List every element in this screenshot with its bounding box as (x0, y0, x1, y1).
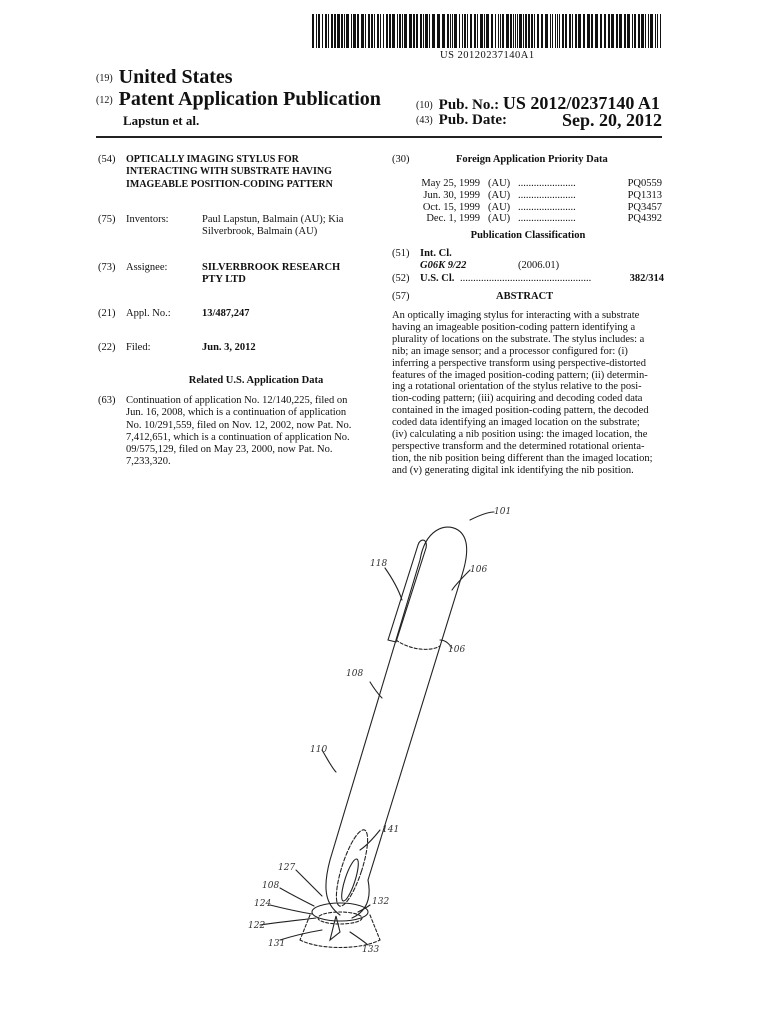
barcode-bar (611, 14, 614, 48)
barcode-bar (559, 14, 560, 48)
barcode-bar (575, 14, 577, 48)
barcode-bar (442, 14, 445, 48)
barcode-bar (583, 14, 585, 48)
abstract-line: features of the imaged position-coding pattern; (ii) determin- (392, 369, 648, 381)
title-line: IMAGEABLE POSITION-CODING PATTERN (126, 178, 333, 190)
authors: Lapstun et al. (123, 113, 200, 128)
barcode-bar (464, 14, 466, 48)
barcode-bar (491, 14, 493, 48)
barcode-bar (562, 14, 564, 48)
abstract-line: tion, the nib position being different than the imaged location; (392, 452, 653, 464)
priority-date: May 25, 1999 (421, 178, 480, 189)
abstract-line: contained in the imaged position-coding pattern, the decoded (392, 405, 649, 417)
priority-row (400, 178, 662, 190)
priority-row (400, 202, 662, 214)
related-line: 09/575,129, filed on May 23, 2000, now Pat. No. (126, 444, 333, 456)
abstract-line: plurality of locations on the substrate. The stylus includes: a (392, 333, 645, 345)
barcode-bar (550, 14, 551, 48)
ref-label: 122 (248, 921, 266, 931)
barcode-bar (650, 14, 653, 48)
inventors-line: Silverbrook, Balmain (AU) (202, 226, 318, 238)
barcode-bar (515, 14, 516, 48)
barcode-bar (452, 14, 453, 48)
abstract-line: and (v) generating digital ink identifying the nib position. (392, 464, 634, 476)
barcode-bar (399, 14, 401, 48)
barcode-bar (495, 14, 496, 48)
barcode-bar (346, 14, 349, 48)
abstract-line: coded data identifying an imaged location on the substrate; (392, 417, 640, 429)
barcode-bar (557, 14, 558, 48)
barcode-bar (552, 14, 553, 48)
priority-date: Oct. 15, 1999 (422, 201, 480, 213)
ref-label: 131 (268, 939, 286, 949)
barcode-bar (645, 14, 646, 48)
barcode-bar (510, 14, 512, 48)
abstract-heading: ABSTRACT (496, 291, 554, 302)
appl-code: (21) (98, 308, 116, 319)
ref-label: 141 (382, 825, 400, 835)
assignee-value (202, 262, 340, 287)
barcode-bar (591, 14, 593, 48)
barcode-bar (397, 14, 398, 48)
appl-value: 13/487,247 (202, 308, 250, 319)
barcode-bar (351, 14, 352, 48)
barcode-bar (353, 14, 356, 48)
barcode-bar (386, 14, 388, 48)
publication-type: Patent Application Publication (118, 88, 381, 110)
pub-date-label: Pub. Date: (438, 112, 507, 128)
barcode-bar (344, 14, 345, 48)
priority-dots: ...................... (518, 201, 576, 213)
header-divider (96, 136, 662, 138)
priority-number: PQ4392 (627, 213, 662, 225)
priority-number: PQ1313 (627, 189, 662, 201)
barcode-bar (523, 14, 524, 48)
barcode-bar (537, 14, 539, 48)
barcode-bar (459, 14, 460, 48)
barcode-bar (513, 14, 514, 48)
inventors-line: Paul Lapstun, Balmain (AU); Kia (202, 214, 344, 225)
inventors-value (202, 214, 343, 239)
abstract-line: tion-coding pattern; (iii) acquiring and decoding coded data (392, 393, 643, 405)
abstract-line: nib; an image sensor; and a processor configured for: (i) (392, 345, 628, 357)
barcode-bar (402, 14, 403, 48)
filed-section (98, 342, 388, 354)
related-line: No. 10/291,559, filed on Nov. 12, 2002, now Pat. No. (126, 419, 352, 431)
barcode-bar (432, 14, 435, 48)
filed-code: (22) (98, 342, 116, 353)
barcode-bar (470, 14, 472, 48)
abstract-line: perspective transform and the determined rotational orienta- (392, 440, 645, 452)
ref-label: 127 (278, 863, 296, 873)
pub-no-value: US 2012/0237140 A1 (502, 93, 660, 113)
abstract-code: (57) (392, 291, 410, 302)
int-cl-code: (51) (392, 248, 410, 259)
barcode-bar (325, 14, 327, 48)
barcode-bar (337, 14, 340, 48)
us-cl-label: U.S. Cl. (420, 273, 455, 284)
barcode-bar (331, 14, 333, 48)
barcode-bar (312, 14, 314, 48)
related-line: 7,233,320. (126, 456, 171, 468)
int-cl-section (392, 248, 664, 273)
barcode-bar (627, 14, 630, 48)
ref-label: 106 (448, 645, 466, 655)
foreign-heading: Foreign Application Priority Data (456, 154, 608, 165)
foreign-priority-heading-row (392, 154, 664, 166)
barcode-bar (657, 14, 658, 48)
country-name: United States (118, 66, 233, 88)
barcode-bar (371, 14, 373, 48)
barcode-bar (474, 14, 476, 48)
abstract-line: having an imageable position-coding pattern identifying a (392, 321, 636, 333)
barcode-bar (528, 14, 530, 48)
barcode-bar (450, 14, 451, 48)
assignee-line: SILVERBROOK RESEARCH (202, 262, 341, 273)
int-cl-class: G06K 9/22 (420, 260, 467, 272)
barcode-bar (541, 14, 543, 48)
barcode-bar (641, 14, 644, 48)
barcode-bar (480, 14, 483, 48)
abstract-line: An optically imaging stylus for interacting with a substrate (392, 310, 640, 321)
title-section (98, 154, 388, 191)
barcode-bar (506, 14, 509, 48)
type-code: (12) (96, 94, 113, 106)
pub-no-code: (10) (416, 100, 433, 112)
barcode-bar (377, 14, 379, 48)
barcode (312, 14, 662, 48)
title-line: OPTICALLY IMAGING STYLUS FOR (126, 154, 299, 165)
barcode-bar (447, 14, 449, 48)
barcode-bar (437, 14, 440, 48)
barcode-bar (409, 14, 412, 48)
priority-date: Dec. 1, 1999 (426, 213, 480, 225)
abstract-line: ing a rotational orientation of the stylus relative to the posi- (392, 381, 642, 393)
related-line: Continuation of application No. 12/140,225, filed on (126, 395, 348, 406)
priority-number: PQ0559 (627, 178, 662, 189)
barcode-bar (361, 14, 364, 48)
barcode-number: US 20120237140A1 (440, 50, 535, 61)
us-cl-code: (52) (392, 273, 410, 284)
barcode-bar (555, 14, 556, 48)
priority-list (400, 178, 662, 225)
barcode-bar (525, 14, 527, 48)
title-code: (54) (98, 154, 116, 165)
priority-dots: ...................... (518, 213, 576, 225)
barcode-bar (413, 14, 415, 48)
barcode-bar (404, 14, 407, 48)
barcode-bar (655, 14, 656, 48)
related-line: Jun. 16, 2008, which is a continuation of application (126, 407, 347, 419)
barcode-bar (519, 14, 522, 48)
priority-country: (AU) (488, 189, 511, 201)
barcode-bar (357, 14, 359, 48)
abstract-line: inferring a perspective transform using perspective-distorted (392, 357, 646, 369)
barcode-bar (587, 14, 590, 48)
barcode-bar (638, 14, 640, 48)
priority-country: (AU) (488, 213, 511, 225)
barcode-bar (454, 14, 457, 48)
barcode-bar (502, 14, 504, 48)
barcode-bar (322, 14, 323, 48)
barcode-bar (316, 14, 317, 48)
country-heading (96, 66, 233, 89)
assignee-code: (73) (98, 262, 116, 273)
barcode-bar (318, 14, 320, 48)
pub-no-label: Pub. No.: (438, 97, 500, 113)
country-code: (19) (96, 72, 113, 84)
abstract-line: (iv) calculating a nib position using: the imaged location, the (392, 429, 648, 441)
barcode-bar (477, 14, 478, 48)
filed-value: Jun. 3, 2012 (202, 342, 256, 353)
assignee-line: PTY LTD (202, 274, 246, 286)
barcode-bar (569, 14, 571, 48)
stylus-drawing (240, 500, 540, 980)
appl-label: Appl. No.: (126, 308, 171, 319)
int-cl-year: (2006.01) (518, 260, 560, 272)
barcode-bar (429, 14, 430, 48)
barcode-bar (484, 14, 485, 48)
assignee-label: Assignee: (126, 262, 168, 273)
int-cl-label: Int. Cl. (420, 248, 452, 259)
barcode-bar (634, 14, 636, 48)
barcode-bar (423, 14, 424, 48)
abstract-heading-row (392, 291, 664, 303)
barcode-bar (565, 14, 567, 48)
barcode-bar (365, 14, 366, 48)
ref-label: 133 (362, 945, 380, 955)
assignee-section (98, 262, 388, 287)
barcode-bar (600, 14, 602, 48)
ref-label: 108 (346, 669, 364, 679)
filed-label: Filed: (126, 342, 151, 353)
related-heading: Related U.S. Application Data (188, 375, 324, 386)
related-text (126, 395, 351, 469)
ref-label: 124 (254, 899, 272, 909)
ref-label: 110 (310, 745, 328, 755)
barcode-bar (328, 14, 329, 48)
barcode-bar (467, 14, 468, 48)
related-section (98, 395, 390, 469)
publication-classification-heading: Publication Classification (470, 230, 586, 241)
priority-row (400, 213, 662, 225)
barcode-bar (517, 14, 518, 48)
priority-dots: ...................... (518, 178, 576, 189)
barcode-bar (545, 14, 548, 48)
pub-date-value: Sep. 20, 2012 (562, 110, 663, 130)
barcode-bar (416, 14, 418, 48)
appl-no-section (98, 308, 388, 320)
barcode-bar (578, 14, 581, 48)
ref-label: 108 (262, 881, 280, 891)
barcode-bar (389, 14, 391, 48)
barcode-bar (334, 14, 336, 48)
priority-country: (AU) (488, 201, 511, 213)
barcode-bar (420, 14, 422, 48)
barcode-bar (632, 14, 633, 48)
barcode-bar (462, 14, 463, 48)
title-line: INTERACTING WITH SUBSTRATE HAVING (126, 166, 332, 178)
barcode-bar (383, 14, 384, 48)
us-cl-value: 382/314 (629, 273, 664, 284)
barcode-bar (374, 14, 375, 48)
barcode-bar (500, 14, 501, 48)
barcode-bar (595, 14, 598, 48)
priority-dots: ...................... (518, 189, 576, 201)
related-line: 7,412,651, which is a continuation of application No. (126, 431, 350, 443)
invention-title (126, 154, 333, 191)
inventors-section (98, 214, 388, 239)
barcode-bar (648, 14, 649, 48)
inventors-label: Inventors: (126, 214, 169, 225)
ref-label: 106 (470, 565, 488, 575)
priority-number: PQ3457 (627, 201, 662, 213)
pub-date-code: (43) (416, 115, 433, 127)
barcode-bar (531, 14, 533, 48)
barcode-bar (425, 14, 428, 48)
publication-type-heading (96, 88, 381, 111)
inventors-code: (75) (98, 214, 116, 225)
barcode-bar (486, 14, 489, 48)
barcode-bar (498, 14, 499, 48)
ref-label: 118 (370, 559, 388, 569)
barcode-bar (624, 14, 626, 48)
barcode-bar (619, 14, 622, 48)
us-cl-section (392, 273, 664, 285)
barcode-bar (660, 14, 661, 48)
foreign-code: (30) (392, 154, 410, 165)
barcode-bar (604, 14, 606, 48)
barcode-bar (572, 14, 573, 48)
priority-country: (AU) (488, 178, 511, 189)
barcode-bar (616, 14, 618, 48)
priority-row (400, 190, 662, 202)
ref-label: 132 (372, 897, 390, 907)
barcode-bar (368, 14, 370, 48)
barcode-bar (608, 14, 610, 48)
barcode-bar (341, 14, 343, 48)
barcode-bar (380, 14, 381, 48)
priority-date: Jun. 30, 1999 (423, 189, 480, 201)
ref-label: 101 (494, 507, 512, 517)
abstract-text (392, 310, 662, 477)
us-cl-dots: .................................................. (460, 273, 592, 284)
pub-date-label-row (416, 112, 507, 129)
related-code: (63) (98, 395, 116, 406)
barcode-bar (392, 14, 395, 48)
barcode-bar (534, 14, 535, 48)
